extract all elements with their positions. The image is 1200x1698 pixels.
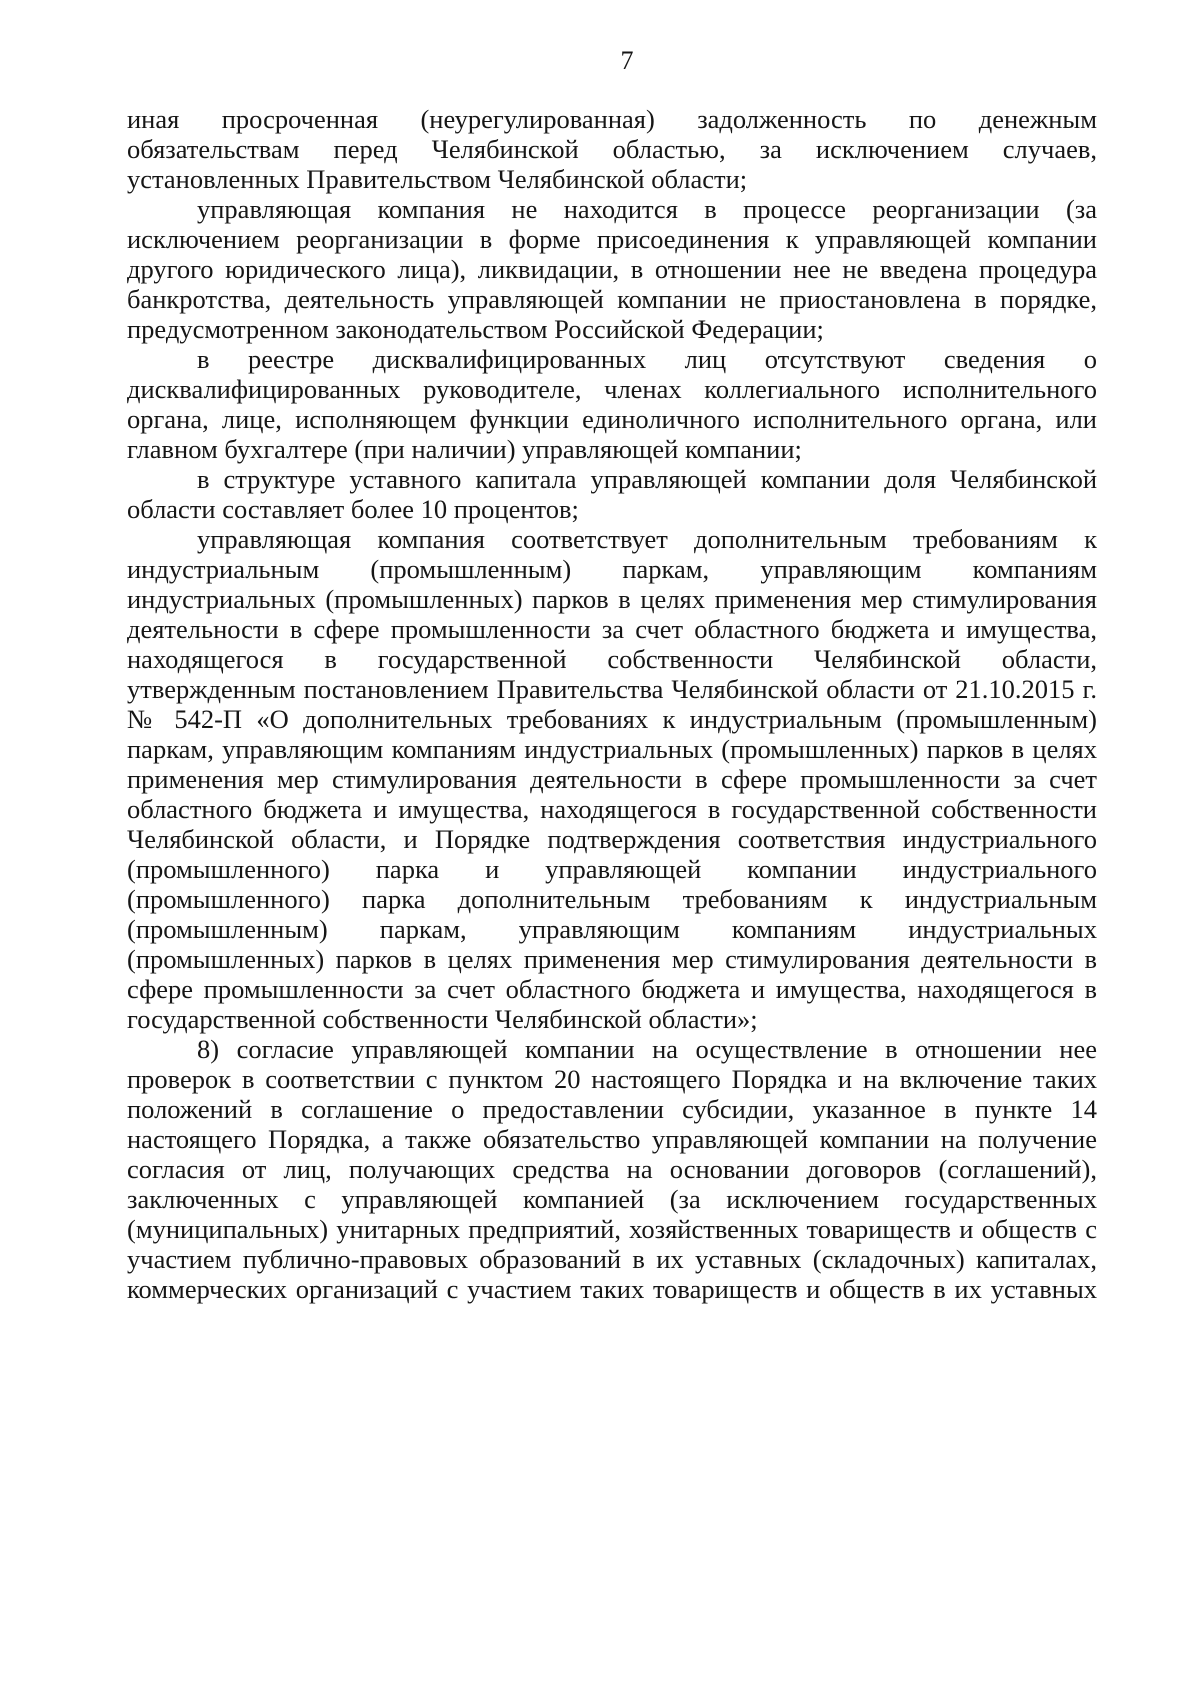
document-page <box>127 46 1097 1304</box>
paragraph-capital-share: в структуре уставного капитала управляющей компании доля Челябинской области составляет более 10 процентов; <box>127 464 1097 524</box>
paragraph-reorganization: управляющая компания не находится в процессе реорганизации (за исключением реорганизации в форме присоединения к управляющей компании другого юридического лица), ликвидации, в отношении нее не введена процедура банкротства, деятельность управляющей компании не приостановлена в порядке, предусмотренном законодательством Российской Федерации; <box>127 194 1097 344</box>
paragraph-disqualified-registry: в реестре дисквалифицированных лиц отсутствуют сведения о дисквалифицированных руководителе, членах коллегиального исполнительного органа, лице, исполняющем функции единоличного исполнительного органа, или главном бухгалтере (при наличии) управляющей компании; <box>127 344 1097 464</box>
document-body <box>127 104 1097 1304</box>
paragraph-additional-requirements: управляющая компания соответствует дополнительным требованиям к индустриальным (промышленным) паркам, управляющим компаниям индустриальных (промышленных) парков в целях применения мер стимулирования деятельности в сфере промышленности за счет областного бюджета и имущества, находящегося в государственной собственности Челябинской области, утвержденным постановлением Правительства Челябинской области от 21.10.2015 г. № 542-П «О дополнительных требованиях к индустриальным (промышленным) паркам, управляющим компаниям индустриальных (промышленных) парков в целях применения мер стимулирования деятельности в сфере промышленности за счет областного бюджета и имущества, находящегося в государственной собственности Челябинской области, и Порядке подтверждения соответствия индустриального (промышленного) парка и управляющей компании индустриального (промышленного) парка дополнительным требованиям к индустриальным (промышленным) паркам, управляющим компаниям индустриальных (промышленных) парков в целях применения мер стимулирования деятельности в сфере промышленности за счет областного бюджета и имущества, находящегося в государственной собственности Челябинской области»; <box>127 524 1097 1034</box>
paragraph-debt-clause: иная просроченная (неурегулированная) задолженность по денежным обязательствам перед Челябинской областью, за исключением случаев, установленных Правительством Челябинской области; <box>127 104 1097 194</box>
paragraph-item-8-consent: 8) согласие управляющей компании на осуществление в отношении нее проверок в соответствии с пунктом 20 настоящего Порядка и на включение таких положений в соглашение о предоставлении субсидии, указанное в пункте 14 настоящего Порядка, а также обязательство управляющей компании на получение согласия от лиц, получающих средства на основании договоров (соглашений), заключенных с управляющей компанией (за исключением государственных (муниципальных) унитарных предприятий, хозяйственных товариществ и обществ с участием публично-правовых образований в их уставных (складочных) капиталах, коммерческих организаций с участием таких товариществ и обществ в их уставных <box>127 1034 1097 1304</box>
page-number: 7 <box>620 46 634 75</box>
